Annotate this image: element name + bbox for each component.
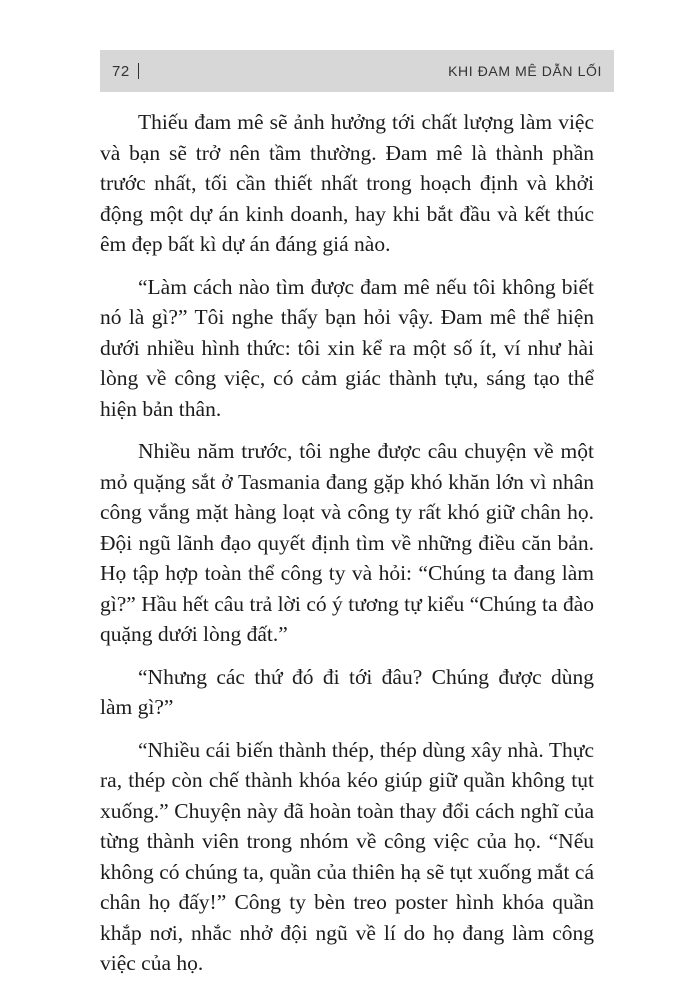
- running-title: KHI ĐAM MÊ DẪN LỐI: [448, 63, 602, 79]
- page-number-group: [112, 63, 139, 80]
- paragraph: Nhiều năm trước, tôi nghe được câu chuyện về một mỏ quặng sắt ở Tasmania đang gặp khó khăn lớn vì nhân công vắng mặt hàng loạt và công ty rất khó giữ chân họ. Đội ngũ lãnh đạo quyết định tìm về những điều căn bản. Họ tập hợp toàn thể công ty và hỏi: “Chúng ta đang làm gì?” Hầu hết câu trả lời có ý tương tự kiểu “Chúng ta đào quặng dưới lòng đất.”: [100, 439, 594, 646]
- header-divider: [138, 63, 140, 79]
- paragraph: “Nhiều cái biến thành thép, thép dùng xây nhà. Thực ra, thép còn chế thành khóa kéo giúp giữ quần không tụt xuống.” Chuyện này đã hoàn toàn thay đổi cách nghĩ của từng thành viên trong nhóm về công việc của họ. “Nếu không có chúng ta, quần của thiên hạ sẽ tụt xuống mắt cá chân họ đấy!” Công ty bèn treo poster hình khóa quần khắp nơi, nhắc nhở đội ngũ về lí do họ đang làm công việc của họ.: [100, 737, 594, 975]
- paragraph: “Nhưng các thứ đó đi tới đâu? Chúng được dùng làm gì?”: [100, 664, 594, 719]
- paragraph: “Làm cách nào tìm được đam mê nếu tôi không biết nó là gì?” Tôi nghe thấy bạn hỏi vậy. Đam mê thể hiện dưới nhiều hình thức: tôi xin kể ra một số ít, ví như hài lòng về công việc, có cảm giác thành tựu, sáng tạo thể hiện bản thân.: [100, 274, 594, 421]
- body-text: [100, 107, 594, 991]
- page-header: [100, 50, 614, 92]
- page-number: 72: [112, 62, 130, 80]
- paragraph: Thiếu đam mê sẽ ảnh hưởng tới chất lượng làm việc và bạn sẽ trở nên tầm thường. Đam mê là thành phần trước nhất, tối cần thiết nhất trong hoạch định và khởi động một dự án kinh doanh, hay khi bắt đầu và kết thúc êm đẹp bất kì dự án đáng giá nào.: [100, 110, 594, 256]
